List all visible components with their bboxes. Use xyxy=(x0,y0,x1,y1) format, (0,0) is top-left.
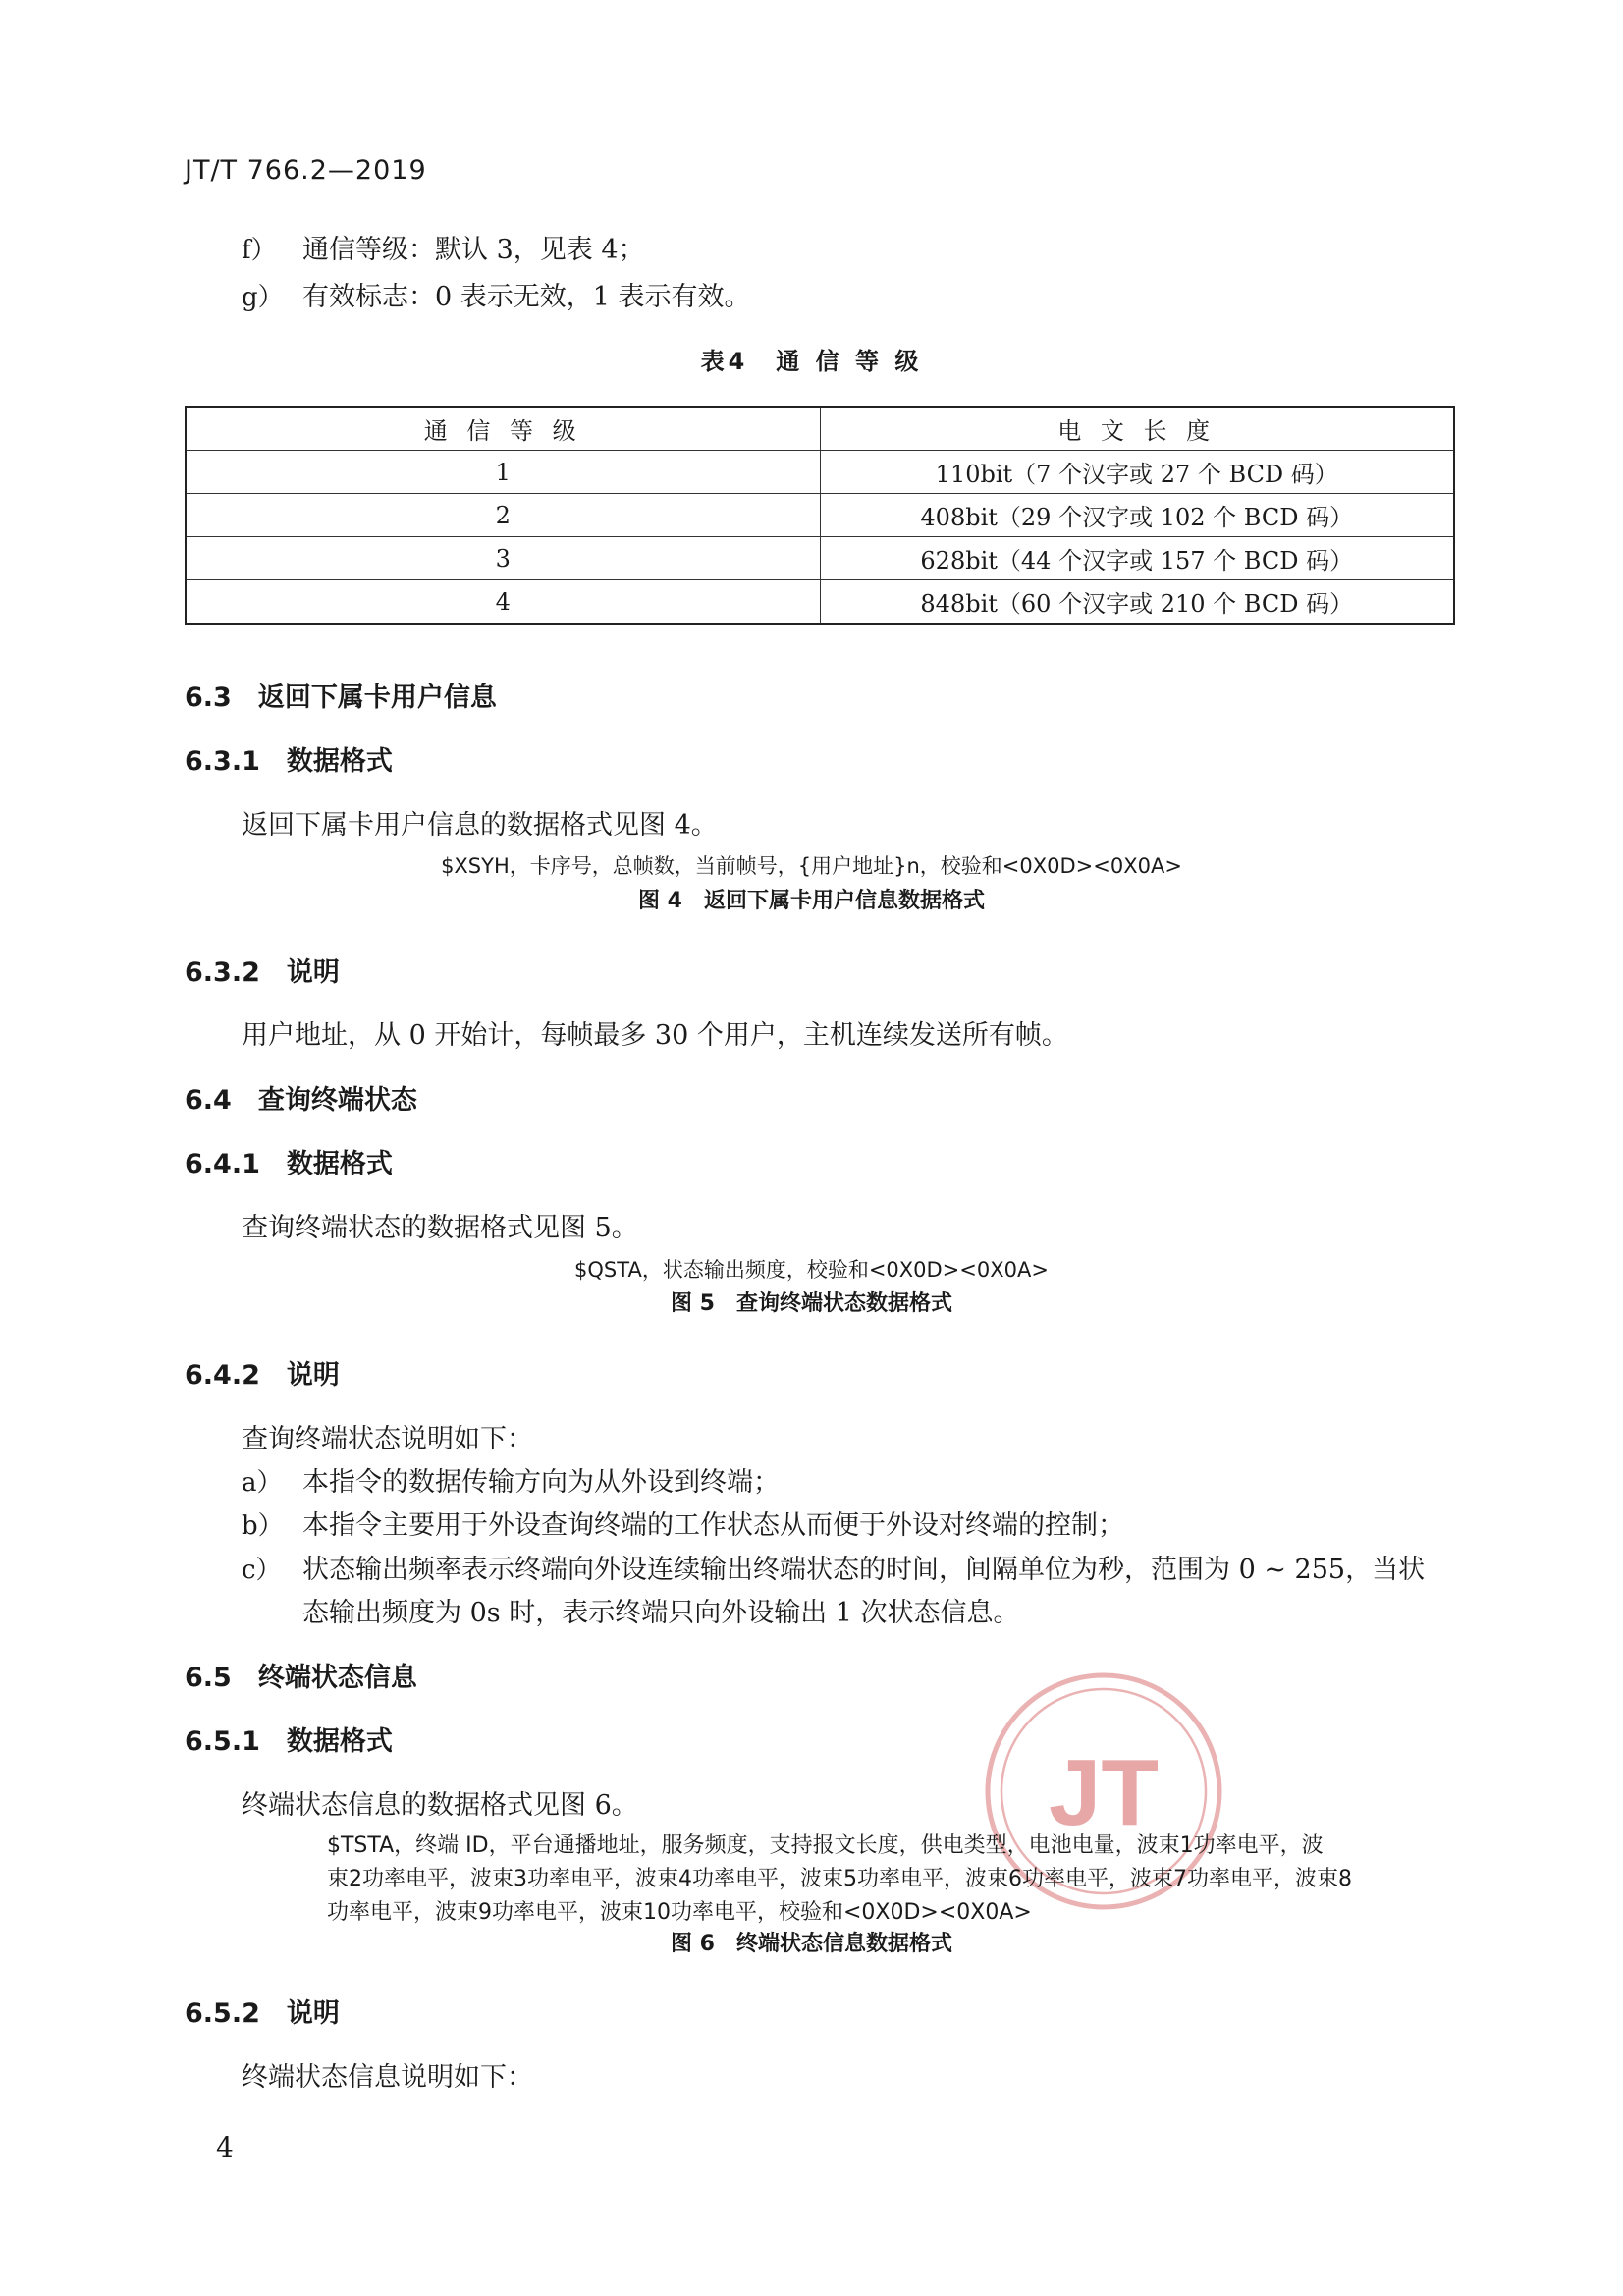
table-cell: 408bit（29 个汉字或 102 个 BCD 码） xyxy=(820,494,1454,537)
list-item-a xyxy=(242,1460,780,1499)
subsection-heading-6-3-1: 6.3.1 数据格式 xyxy=(185,746,393,777)
list-item-b xyxy=(242,1503,1124,1542)
subsection-heading-6-5-2: 6.5.2 说明 xyxy=(185,1998,340,2029)
table-cell: 3 xyxy=(186,537,820,580)
data-format-line: $TSTA，终端 ID，平台通播地址，服务频度，支持报文长度，供电类型，电池电量，波束1功率电平，波 xyxy=(327,1833,1324,1858)
subsection-heading-6-3-2: 6.3.2 说明 xyxy=(185,957,340,988)
table-cell: 2 xyxy=(186,494,820,537)
table-row xyxy=(186,580,1454,625)
list-text: 本指令的数据传输方向为从外设到终端； xyxy=(302,1467,780,1498)
table-row xyxy=(186,494,1454,537)
list-text: 有效标志：0 表示无效，1 表示有效。 xyxy=(302,282,751,312)
list-text: 状态输出频率表示终端向外设连续输出终端状态的时间，间隔单位为秒，范围为 0 ~ 255，当状 xyxy=(302,1555,1426,1585)
list-label: f） xyxy=(242,236,277,265)
table-cell: 848bit（60 个汉字或 210 个 BCD 码） xyxy=(820,580,1454,625)
table-row xyxy=(186,537,1454,580)
figure-caption: 图 5 查询终端状态数据格式 xyxy=(671,1291,952,1316)
subsection-heading-6-4-1: 6.4.1 数据格式 xyxy=(185,1149,393,1179)
subsection-heading-6-5-1: 6.5.1 数据格式 xyxy=(185,1726,393,1757)
list-item-c-continuation: 态输出频度为 0s 时，表示终端只向外设输出 1 次状态信息。 xyxy=(302,1598,1020,1628)
paragraph: 查询终端状态说明如下： xyxy=(242,1424,533,1454)
section-heading-6-3: 6.3 返回下属卡用户信息 xyxy=(185,683,497,713)
table-row xyxy=(186,451,1454,494)
table-cell: 110bit（7 个汉字或 27 个 BCD 码） xyxy=(820,451,1454,494)
data-format-line: 束2功率电平，波束3功率电平，波束4功率电平，波束5功率电平，波束6功率电平，波束7功率电平，波束8 xyxy=(327,1867,1352,1891)
table-caption: 表4 通 信 等 级 xyxy=(700,348,923,375)
table-cell: 1 xyxy=(186,451,820,494)
comm-level-table xyxy=(185,406,1455,625)
list-item-c xyxy=(242,1548,1425,1586)
table-header-row xyxy=(186,407,1454,451)
section-heading-6-4: 6.4 查询终端状态 xyxy=(185,1085,417,1116)
list-label: c） xyxy=(242,1556,282,1585)
data-format-line: 功率电平，波束9功率电平，波束10功率电平，校验和<0X0D><0X0A> xyxy=(327,1900,1032,1925)
figure-caption: 图 6 终端状态信息数据格式 xyxy=(671,1932,952,1956)
table-header-cell: 通 信 等 级 xyxy=(186,407,820,451)
data-format-line: $QSTA，状态输出频度，校验和<0X0D><0X0A> xyxy=(574,1258,1049,1282)
list-item-g xyxy=(242,275,751,313)
list-label: g） xyxy=(242,283,284,312)
paragraph: 终端状态信息说明如下： xyxy=(242,2062,533,2093)
list-text: 通信等级：默认 3，见表 4； xyxy=(302,235,645,265)
paragraph: 返回下属卡用户信息的数据格式见图 4。 xyxy=(242,810,718,841)
data-format-line: $XSYH，卡序号，总帧数，当前帧号，{用户地址}n，校验和<0X0D><0X0A> xyxy=(441,854,1182,878)
table-cell: 628bit（44 个汉字或 157 个 BCD 码） xyxy=(820,537,1454,580)
figure-caption: 图 4 返回下属卡用户信息数据格式 xyxy=(638,889,985,913)
paragraph: 终端状态信息的数据格式见图 6。 xyxy=(242,1790,638,1821)
page-number: 4 xyxy=(216,2131,234,2163)
list-item-f xyxy=(242,228,645,266)
stamp-text: JT xyxy=(1048,1740,1160,1845)
list-text: 本指令主要用于外设查询终端的工作状态从而便于外设对终端的控制； xyxy=(302,1510,1124,1541)
list-label: a） xyxy=(242,1468,283,1498)
paragraph: 查询终端状态的数据格式见图 5。 xyxy=(242,1213,638,1243)
paragraph: 用户地址，从 0 开始计，每帧最多 30 个用户，主机连续发送所有帧。 xyxy=(242,1020,1068,1051)
subsection-heading-6-4-2: 6.4.2 说明 xyxy=(185,1360,340,1391)
table-cell: 4 xyxy=(186,580,820,625)
document-code: JT/T 766.2—2019 xyxy=(185,155,427,186)
list-label: b） xyxy=(242,1511,284,1541)
table-header-cell: 电 文 长 度 xyxy=(820,407,1454,451)
section-heading-6-5: 6.5 终端状态信息 xyxy=(185,1663,417,1693)
